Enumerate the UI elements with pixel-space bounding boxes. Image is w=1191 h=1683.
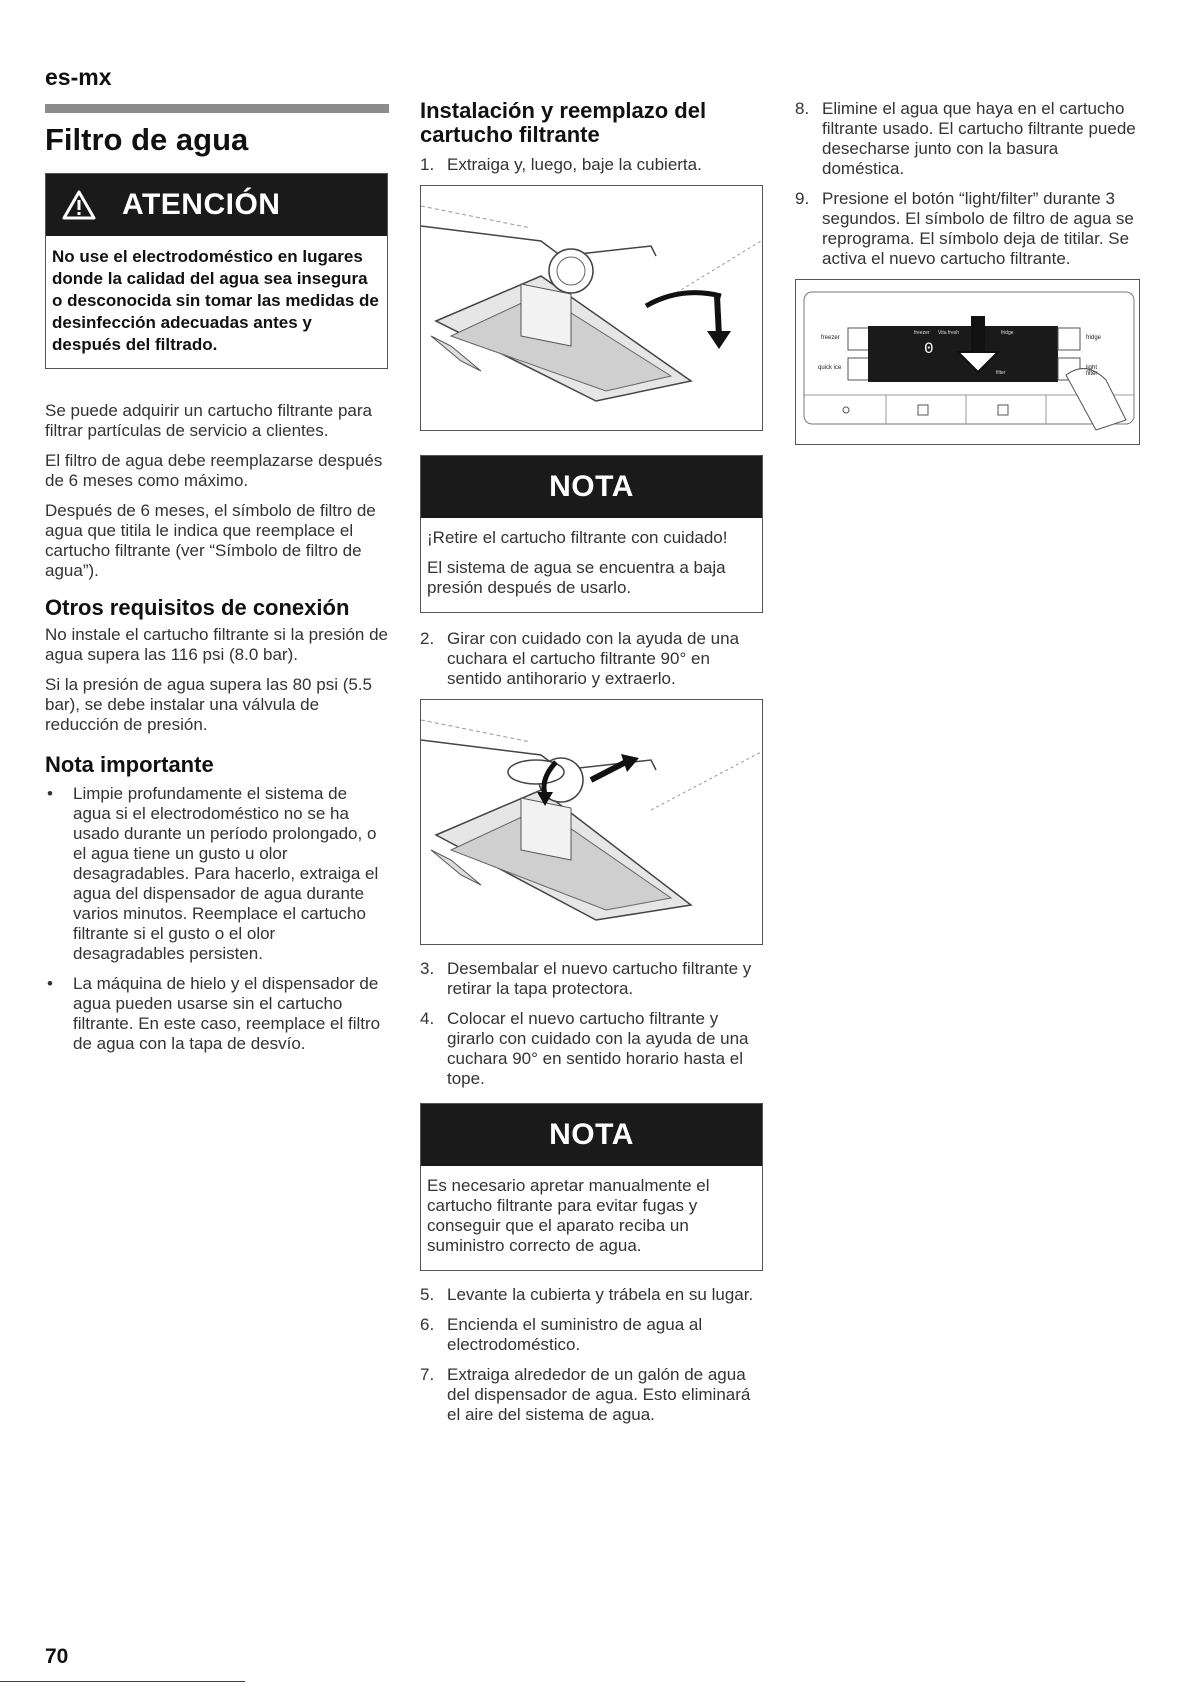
warning-text: No use el electrodoméstico en lugares donde la calidad del agua sea insegura o desconocida sin tomar las medidas de desinfección adecuadas antes y después del filtrado.	[52, 247, 379, 354]
footer-rule	[0, 1681, 245, 1682]
paragraph: Es necesario apretar manualmente el cartucho filtrante para evitar fugas y conseguir que el aparato reciba un suministro correcto de agua.	[427, 1176, 710, 1256]
panel-label: filter	[996, 370, 1006, 376]
panel-label: fridge	[1001, 330, 1014, 336]
figure-lower-cover	[420, 185, 763, 431]
warning-box	[45, 173, 388, 369]
paragraph: Se puede adquirir un cartucho filtrante para filtrar partículas de servicio a clientes.	[45, 401, 372, 440]
control-panel-illustration	[796, 280, 1139, 444]
cover-illustration	[421, 186, 762, 430]
step-item: 7. Extraiga alrededor de un galón de agua del dispensador de agua. Esto eliminará el aire del sistema de agua.	[420, 1365, 751, 1425]
page-title: Filtro de agua	[45, 122, 249, 157]
section-heading-instalacion: Instalación y reemplazo del cartucho filtrante	[420, 98, 707, 148]
note-banner: NOTA	[421, 1104, 762, 1166]
figure-control-panel	[795, 279, 1140, 445]
step-item: 6. Encienda el suministro de agua al electrodoméstico.	[420, 1315, 703, 1355]
paragraph: El sistema de agua se encuentra a baja presión después de usarlo.	[427, 558, 726, 598]
rotate-illustration	[421, 700, 762, 944]
panel-label: fridge	[1086, 335, 1102, 341]
paragraph: El filtro de agua debe reemplazarse después de 6 meses como máximo.	[45, 451, 383, 490]
step-item: 1. Extraiga y, luego, baje la cubierta.	[420, 155, 702, 175]
paragraph: Si la presión de agua supera las 80 psi (5.5 bar), se debe instalar una válvula de reducción de presión.	[45, 675, 372, 735]
figure-rotate-cartridge	[420, 699, 763, 945]
step-item: 4. Colocar el nuevo cartucho filtrante y girarlo con cuidado con la ayuda de una cuchara 90° en sentido horario hasta el tope.	[420, 1009, 749, 1089]
note-banner: NOTA	[421, 456, 762, 518]
bullet-list	[45, 784, 389, 1054]
step-item: 3. Desembalar el nuevo cartucho filtrante y retirar la tapa protectora.	[420, 959, 752, 999]
paragraph: Después de 6 meses, el símbolo de filtro de agua que titila le indica que reemplace el cartucho filtrante (ver “Símbolo de filtro de agua”).	[45, 501, 376, 580]
note-box-2	[420, 1103, 763, 1271]
page-number: 70	[45, 1645, 69, 1668]
step-item: 8. Elimine el agua que haya en el cartucho filtrante usado. El cartucho filtrante puede desecharse junto con la basura doméstica.	[795, 99, 1136, 178]
paragraph: No instale el cartucho filtrante si la presión de agua supera las 116 psi (8.0 bar).	[45, 625, 389, 665]
list-item: • Limpie profundamente el sistema de agua si el electrodoméstico no se ha usado durante un período prolongado, o el agua tiene un gusto u olor desagradables. Para hacerlo, extraiga el agua del dispensador de agua durante varios minutos. Reemplace el cartucho filtrante si el gusto o el olor desagradables persisten.	[47, 784, 379, 964]
panel-label: freezer	[821, 335, 840, 341]
language-code: es-mx	[45, 64, 112, 90]
step-item: 9. Presione el botón “light/filter” durante 3 segundos. El símbolo de filtro de agua se reprograma. El símbolo deja de titilar. Se activa el nuevo cartucho filtrante.	[795, 189, 1134, 268]
panel-label: light filter	[1086, 365, 1098, 377]
paragraph: ¡Retire el cartucho filtrante con cuidado!	[427, 528, 728, 548]
panel-label: Vita fresh	[938, 330, 960, 336]
section-heading-otros-requisitos: Otros requisitos de conexión	[45, 595, 350, 620]
step-item: 5. Levante la cubierta y trábela en su lugar.	[420, 1285, 754, 1305]
warning-banner	[46, 174, 387, 236]
panel-label: quick ice	[818, 365, 842, 371]
step-item: 2. Girar con cuidado con la ayuda de una cuchara el cartucho filtrante 90° en sentido antihorario y extraerlo.	[420, 629, 740, 689]
panel-digit: 0	[924, 340, 934, 358]
panel-label: freezer	[914, 330, 930, 336]
list-item: • La máquina de hielo y el dispensador de agua pueden usarse sin el cartucho filtrante. En este caso, reemplace el filtro de agua con la tapa de desvío.	[47, 974, 381, 1054]
warning-label: ATENCIÓN	[122, 188, 281, 221]
warning-icon	[62, 190, 96, 220]
note-box-1	[420, 455, 763, 613]
section-heading-nota-importante: Nota importante	[45, 752, 214, 778]
header-rule	[45, 104, 389, 113]
